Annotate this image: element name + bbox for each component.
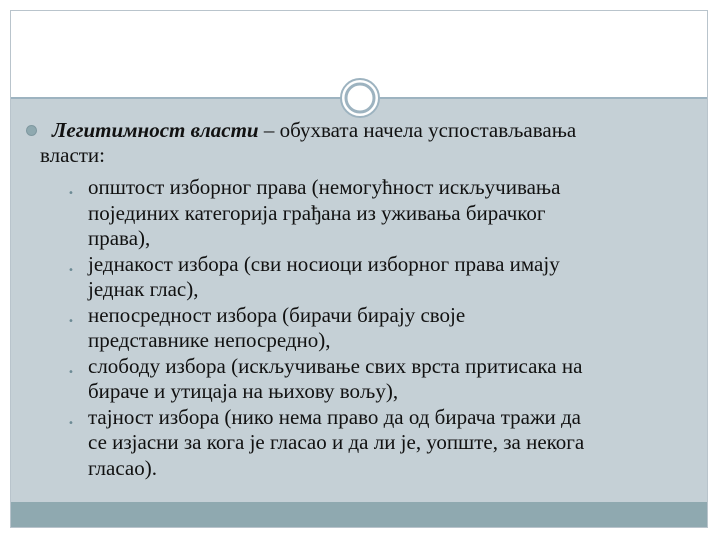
sub-bullet-icon: • xyxy=(68,315,74,327)
list-item-line: једнак глас), xyxy=(88,277,199,301)
list-item-line: слободу избора (искључивање свих врста притисака на xyxy=(88,353,583,378)
circle-ornament-icon xyxy=(339,77,381,119)
list-item xyxy=(60,405,690,482)
main-bullet xyxy=(26,118,686,168)
list-item xyxy=(60,303,690,354)
list-item-line: бираче и утицаја на њихову вољу), xyxy=(88,379,399,403)
main-bullet-icon xyxy=(26,125,37,136)
sub-bullet-icon: • xyxy=(68,366,74,378)
list-item-line: непосредност избора (бирачи бирају своје xyxy=(88,302,466,327)
sub-bullet-icon: • xyxy=(68,264,74,276)
list-item-line: појединих категорија грађана из уживања бирачког xyxy=(88,200,546,225)
main-bullet-dash: – xyxy=(258,118,280,142)
list-item xyxy=(60,175,690,252)
sub-bullet-list xyxy=(60,175,690,481)
list-item-line: гласао). xyxy=(88,455,157,480)
list-item-line: права), xyxy=(88,226,151,250)
list-item xyxy=(60,354,690,405)
main-bullet-text xyxy=(40,118,686,168)
list-item xyxy=(60,252,690,303)
list-item-line: једнакост избора (сви носиоци изборног права имају xyxy=(88,251,560,276)
main-bullet-term: Легитимност власти xyxy=(52,118,259,142)
sub-bullet-icon: • xyxy=(68,188,74,199)
list-item-line: се изјасни за кога је гласао и да ли је, уопште, за некога xyxy=(88,430,585,454)
main-bullet-line2: власти: xyxy=(40,143,106,167)
sub-bullet-icon: • xyxy=(68,417,74,429)
list-item-line: тајност избора (нико нема право да од бирача тражи да xyxy=(88,404,581,429)
footer-bar xyxy=(11,502,707,527)
list-item-line: општост изборног права (немогућност искључивања xyxy=(88,175,561,199)
main-bullet-line1: обухвата начела успостављавања xyxy=(279,118,577,142)
list-item-line: представнике непосредно), xyxy=(88,328,331,352)
